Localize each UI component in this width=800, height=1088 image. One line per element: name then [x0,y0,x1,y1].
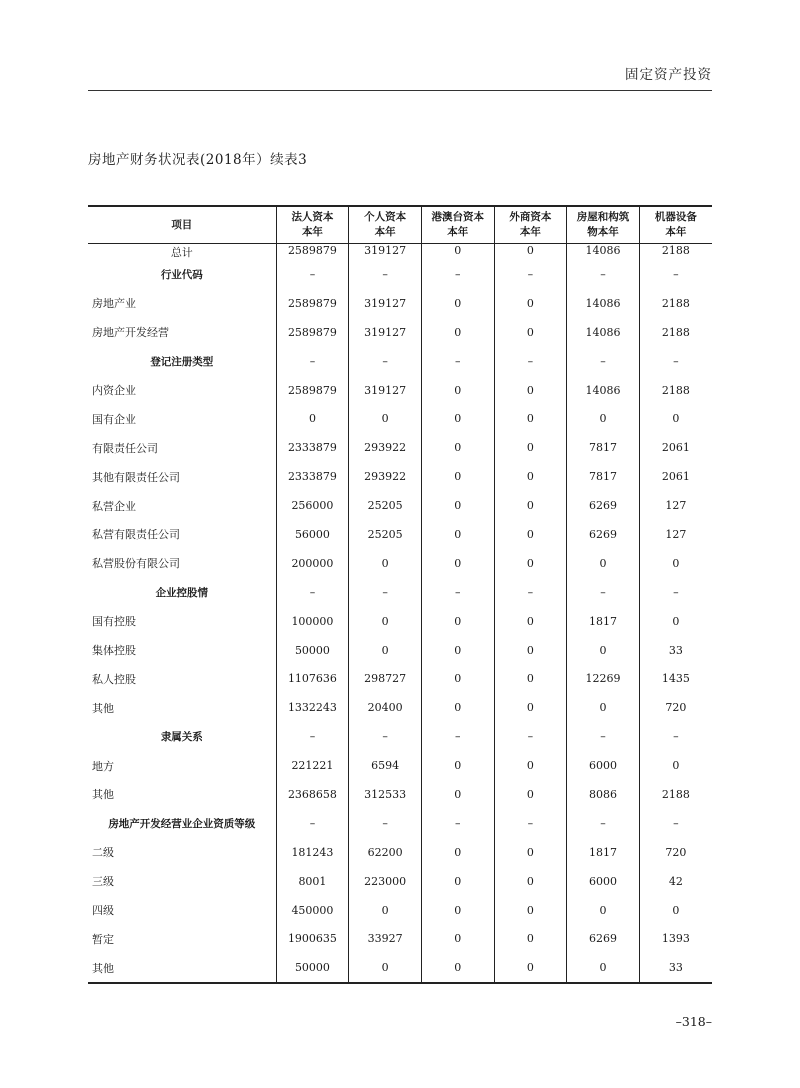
value-cell: 6594 [349,751,422,780]
value-cell: 0 [349,549,422,578]
value-cell: 2333879 [276,433,349,462]
value-cell: 0 [494,867,567,896]
row-label: 房地产开发经营 [92,326,169,340]
value-cell: 1817 [567,607,640,636]
value-cell: 0 [639,896,712,925]
column-header [494,206,567,244]
column-header-line2: 物本年 [587,226,619,238]
column-header [567,206,640,244]
value-cell: 0 [494,376,567,405]
page-number: –318– [675,1014,712,1029]
column-header-line1: 港澳台资本 [431,211,484,223]
value-cell: 181243 [276,838,349,867]
value-cell: 50000 [276,953,349,983]
value-cell: 319127 [349,376,422,405]
value-cell: 0 [349,607,422,636]
row-label: 私人控股 [92,672,136,686]
value-cell: – [639,347,712,376]
value-cell: – [349,347,422,376]
value-cell: 2368658 [276,780,349,809]
value-cell: 0 [567,549,640,578]
value-cell: 14086 [567,244,640,261]
value-cell: 0 [421,953,494,983]
value-cell: 2589879 [276,318,349,347]
table-row [88,924,712,953]
value-cell: 6269 [567,520,640,549]
section-header: 固定资产投资 [625,67,712,83]
value-cell: 42 [639,867,712,896]
value-cell: – [567,722,640,751]
value-cell: 0 [421,636,494,665]
value-cell: 0 [349,404,422,433]
value-cell: – [349,578,422,607]
value-cell: 0 [494,549,567,578]
value-cell: 0 [421,924,494,953]
column-header-line1: 个人资本 [364,211,407,223]
value-cell: – [349,260,422,289]
value-cell: 0 [421,520,494,549]
row-label: 私营股份有限公司 [92,557,180,571]
row-label: 私营有限责任公司 [92,528,180,542]
value-cell: 0 [421,780,494,809]
value-cell: 319127 [349,244,422,261]
value-cell: 2589879 [276,244,349,261]
value-cell: – [276,809,349,838]
value-cell: – [421,722,494,751]
value-cell: 2061 [639,462,712,491]
value-cell: 0 [421,896,494,925]
value-cell: – [567,578,640,607]
column-header-line1: 外商资本 [509,211,552,223]
value-cell: 0 [421,693,494,722]
value-cell: 0 [421,244,494,261]
value-cell: 2188 [639,780,712,809]
column-header [639,206,712,244]
value-cell: 0 [494,244,567,261]
value-cell: 7817 [567,462,640,491]
value-cell: 6269 [567,491,640,520]
value-cell: 720 [639,838,712,867]
value-cell: 0 [421,607,494,636]
value-cell: 0 [421,867,494,896]
value-cell: – [494,260,567,289]
value-cell: – [421,347,494,376]
table-row [88,896,712,925]
value-cell: 0 [639,751,712,780]
value-cell: 0 [276,404,349,433]
value-cell: 0 [494,924,567,953]
value-cell: – [276,347,349,376]
row-label: 二级 [92,846,114,860]
value-cell: 319127 [349,289,422,318]
row-label: 企业控股情 [155,586,209,599]
column-header [349,206,422,244]
value-cell: 62200 [349,838,422,867]
value-cell: 0 [349,636,422,665]
table-row [88,607,712,636]
value-cell: 14086 [567,376,640,405]
value-cell: – [494,578,567,607]
value-cell: – [276,260,349,289]
table-row [88,318,712,347]
table-row [88,347,712,376]
row-label: 隶属关系 [160,731,203,744]
value-cell: – [639,809,712,838]
value-cell: 8001 [276,867,349,896]
value-cell: 0 [494,664,567,693]
row-label: 行业代码 [160,268,203,281]
table-title: 房地产财务状况表(2018年）续表3 [88,152,308,168]
value-cell: 0 [421,318,494,347]
value-cell: 0 [639,549,712,578]
value-cell: 12269 [567,664,640,693]
table-body [88,244,712,984]
value-cell: 56000 [276,520,349,549]
table-row [88,809,712,838]
header-divider [88,90,712,91]
row-label: 国有控股 [92,615,136,629]
column-header-line1: 房屋和构筑 [576,211,630,223]
value-cell: – [421,260,494,289]
table-row [88,838,712,867]
value-cell: – [567,809,640,838]
value-cell: 25205 [349,520,422,549]
table-row [88,491,712,520]
value-cell: 20400 [349,693,422,722]
table-row [88,260,712,289]
table-row [88,722,712,751]
value-cell: 1107636 [276,664,349,693]
row-label: 国有企业 [92,412,136,426]
value-cell: – [639,578,712,607]
value-cell: 0 [494,607,567,636]
value-cell: 0 [421,404,494,433]
table-row [88,636,712,665]
value-cell: 223000 [349,867,422,896]
value-cell: 0 [494,636,567,665]
value-cell: 0 [494,953,567,983]
value-cell: 293922 [349,433,422,462]
header-row [88,206,712,244]
value-cell: 6000 [567,751,640,780]
table-row [88,751,712,780]
value-cell: 2188 [639,244,712,261]
value-cell: 0 [421,289,494,318]
column-header-line2: 本年 [447,226,469,238]
row-label: 内资企业 [92,384,136,397]
value-cell: 0 [349,953,422,983]
table-row [88,549,712,578]
value-cell: 2333879 [276,462,349,491]
value-cell: 0 [567,404,640,433]
value-cell: 100000 [276,607,349,636]
value-cell: 221221 [276,751,349,780]
value-cell: 0 [421,433,494,462]
value-cell: 0 [421,549,494,578]
row-label: 其他 [88,953,276,983]
value-cell: 0 [494,838,567,867]
value-cell: 0 [567,636,640,665]
row-label: 地方 [92,759,114,773]
value-cell: 0 [639,607,712,636]
value-cell: 0 [567,693,640,722]
value-cell: 0 [494,491,567,520]
row-label: 私营企业 [92,499,136,513]
column-header-line2: 本年 [374,226,396,238]
value-cell: 50000 [276,636,349,665]
value-cell: 0 [567,896,640,925]
value-cell: 293922 [349,462,422,491]
table-row [88,953,712,983]
value-cell: 1435 [639,664,712,693]
table-row [88,780,712,809]
value-cell: 256000 [276,491,349,520]
value-cell: 0 [421,751,494,780]
value-cell: 14086 [567,289,640,318]
value-cell: 450000 [276,896,349,925]
table-row [88,664,712,693]
value-cell: 7817 [567,433,640,462]
value-cell: 25205 [349,491,422,520]
financial-table [88,205,712,984]
value-cell: 33 [639,953,712,983]
table-row [88,462,712,491]
table-row [88,578,712,607]
value-cell: 1900635 [276,924,349,953]
value-cell: 33927 [349,924,422,953]
table-row [88,404,712,433]
value-cell: 6000 [567,867,640,896]
value-cell: 127 [639,520,712,549]
value-cell: 2188 [639,376,712,405]
row-label: 其他 [92,701,114,715]
table-row [88,289,712,318]
value-cell: 319127 [349,318,422,347]
row-label: 其他 [92,788,114,802]
column-header [88,206,276,244]
value-cell: – [639,722,712,751]
table-row [88,693,712,722]
value-cell: – [494,347,567,376]
value-cell: – [276,578,349,607]
table-row [88,433,712,462]
column-header-line1: 机器设备 [654,211,697,223]
value-cell: 33 [639,636,712,665]
value-cell: 2188 [639,318,712,347]
value-cell: – [639,260,712,289]
row-label: 四级 [92,904,114,918]
value-cell: 6269 [567,924,640,953]
column-header [421,206,494,244]
table-header [88,206,712,244]
value-cell: 0 [494,520,567,549]
value-cell: 0 [421,491,494,520]
value-cell: – [567,260,640,289]
value-cell: 312533 [349,780,422,809]
table-row [88,867,712,896]
value-cell: 298727 [349,664,422,693]
value-cell: 2589879 [276,289,349,318]
value-cell: 8086 [567,780,640,809]
row-label: 房地产业 [92,297,136,311]
row-label: 房地产开发经营业企业资质等级 [108,817,256,830]
column-header-line1: 法人资本 [291,211,334,223]
table-row [88,520,712,549]
value-cell: 0 [494,433,567,462]
row-label: 登记注册类型 [150,355,214,368]
value-cell: – [276,722,349,751]
value-cell: 0 [421,838,494,867]
column-header-line2: 本年 [665,226,687,238]
value-cell: 127 [639,491,712,520]
value-cell: 0 [349,896,422,925]
row-label: 集体控股 [92,644,136,658]
value-cell: 0 [567,953,640,983]
row-label: 暂定 [92,932,114,946]
value-cell: 0 [494,462,567,491]
value-cell: 2061 [639,433,712,462]
value-cell: – [494,809,567,838]
value-cell: 1817 [567,838,640,867]
row-label: 其他有限责任公司 [92,470,180,484]
value-cell: – [421,809,494,838]
value-cell: 0 [494,780,567,809]
value-cell: 0 [494,896,567,925]
table-row [88,376,712,405]
value-cell: – [421,578,494,607]
column-header-line2: 本年 [301,226,323,238]
row-label: 三级 [92,875,114,889]
column-header [276,206,349,244]
value-cell: 0 [494,404,567,433]
row-label: 有限责任公司 [92,441,158,455]
value-cell: 0 [494,318,567,347]
value-cell: 0 [494,751,567,780]
value-cell: 14086 [567,318,640,347]
value-cell: 0 [421,664,494,693]
value-cell: 0 [494,693,567,722]
column-header-line2: 本年 [519,226,541,238]
value-cell: 0 [421,462,494,491]
value-cell: – [349,722,422,751]
column-header-line1: 项目 [171,218,193,231]
value-cell: 200000 [276,549,349,578]
value-cell: – [494,722,567,751]
value-cell: 2188 [639,289,712,318]
value-cell: 0 [421,376,494,405]
value-cell: – [349,809,422,838]
value-cell: 0 [494,289,567,318]
value-cell: – [567,347,640,376]
value-cell: 0 [639,404,712,433]
value-cell: 1393 [639,924,712,953]
value-cell: 720 [639,693,712,722]
value-cell: 1332243 [276,693,349,722]
row-label: 总计 [170,246,193,259]
value-cell: 2589879 [276,376,349,405]
table-row [88,244,712,261]
